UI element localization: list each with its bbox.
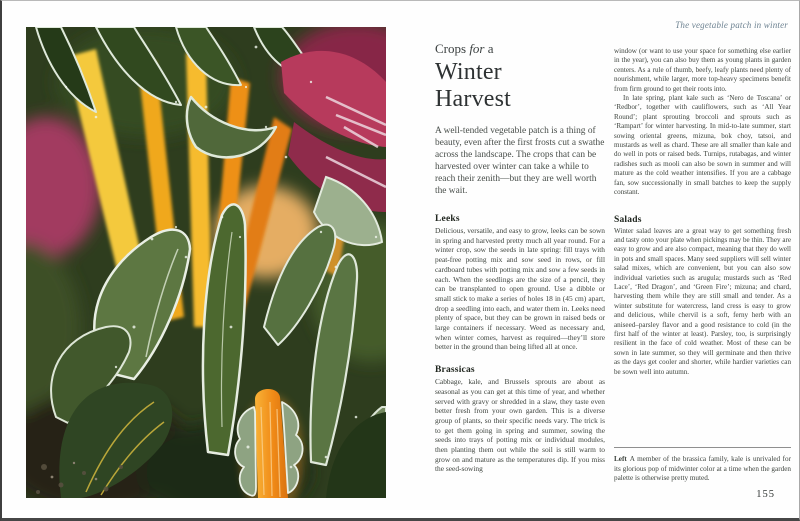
intro-paragraph: A well-tended vegetable patch is a thing of beauty, even after the first frosts cut a swathe across the landscape. The crops that can be harvested over winter can take a while to reach their zenith—but they are well worth the wait. (435, 126, 605, 196)
article-column-1 (435, 41, 605, 474)
kicker-italic-word: for (469, 41, 485, 56)
photo-caption (614, 455, 791, 483)
caption-rule (614, 447, 791, 448)
section-body-brassicas: Cabbage, kale, and Brussels sprouts are about as seasonal as you can get at this time of year, and whether served with gravy or shredded in a slaw, they taste even better fresh from your own garden. This is a diverse group of plants, so their specific needs vary. The trick is to get them going in spring and summer, sowing the seeds into trays of potting mix or individual modules, then planting them out while the soil is still warm to grow on and mature as the temperatures dip. If you miss the seed-sowing (435, 377, 605, 474)
article-title-line1: Winter (435, 59, 502, 85)
article-column-2 (614, 47, 791, 377)
caption-label: Left (614, 455, 627, 464)
section-heading-brassicas: Brassicas (435, 365, 475, 376)
kicker-text-end: a (484, 41, 494, 56)
article-kicker (435, 41, 605, 57)
frosted-chard-photo (26, 27, 386, 498)
section-heading-salads: Salads (614, 214, 642, 225)
photo-caption-block (614, 447, 791, 491)
section-heading-leeks: Leeks (435, 214, 460, 224)
section-body-salads: Winter salad leaves are a great way to get something fresh and tasty onto your plate when pickings may be thin. They are easy to grow and are also compact, meaning that they do well in pots and small spaces. Many seed suppliers will sell winter salad mixes, which are convenient, but you can also sow individual varieties such as arugula; mustards such as ‘Red Lace’, ‘Red Dragon’, and ‘Green Fire’; mizuna; and chard, harvesting them while they are still small and tender. As a winter substitute for watercress, land cress is easy to grow and delicious, while chervil is a soft, ferny herb with an aniseed–parsley flavor and a good resistance to cold (in the first half of the winter at least). Parsley, too, is surprisingly resilient in the face of cold weather. Most of these can be sown in late summer, so they will germinate and then thrive as the days get cooler and shorter, while hardier varieties can be sown well into autumn. (614, 226, 791, 376)
section-body-leeks: Delicious, versatile, and easy to grow, leeks can be sown in spring and harvested pretty much all year round. For a winter crop, sow the seeds in late spring: fill trays with peat-free potting mix and sow seed in rows, or fill cardboard tubes with potting mix and sow a few seeds in each. When the seedlings are the size of a pencil, they can be transplanted to open ground. Use a dibble or small stick to make a series of holes 18 in (45 cm) apart, drop a seedling into each, and water them in. Leeks need plenty of space, but they can be grown in raised beds or large containers if necessary. Weed as necessary and, when winter comes, harvest as required—they’ll store better in the ground than being lifted all at once. (435, 226, 605, 352)
brassicas-continuation-2: In late spring, plant kale such as ‘Nero de Toscana’ or ‘Redbor’, together with cauliflowers, such as ‘All Year Round’; plant sprouting broccoli and sprouts such as ‘Rampart’ for winter harvesting. In mid-to-late summer, start sowing oriental greens, mizuna, bok choy, tatsoi, and mustards as well as chard. These are all smaller than kale and do well in pots or raised beds. Turnips, rutabagas, and winter radishes such as mooli can also be sown in summer and will mature as the cold weather intensifies. If you are a cabbage fan, sow successionally in small batches to keep the supply constant. (614, 94, 791, 197)
brassicas-continuation-1: window (or want to use your space for something else earlier in the year), you can also buy them as young plants in garden centers. As a rule of thumb, beefy, leafy plants need plenty of nourishment, while larger, more top-heavy specimens benefit from firm ground to get their roots into. (614, 47, 791, 93)
article-title-line2: Harvest (435, 86, 512, 112)
kicker-text: Crops (435, 41, 470, 56)
caption-text: A member of the brassica family, kale is unrivaled for its glorious pop of midwinter color at a time when the garden palette is otherwise pretty muted. (614, 455, 791, 482)
running-header: The vegetable patch in winter (675, 20, 788, 30)
page-number: 155 (756, 489, 775, 500)
